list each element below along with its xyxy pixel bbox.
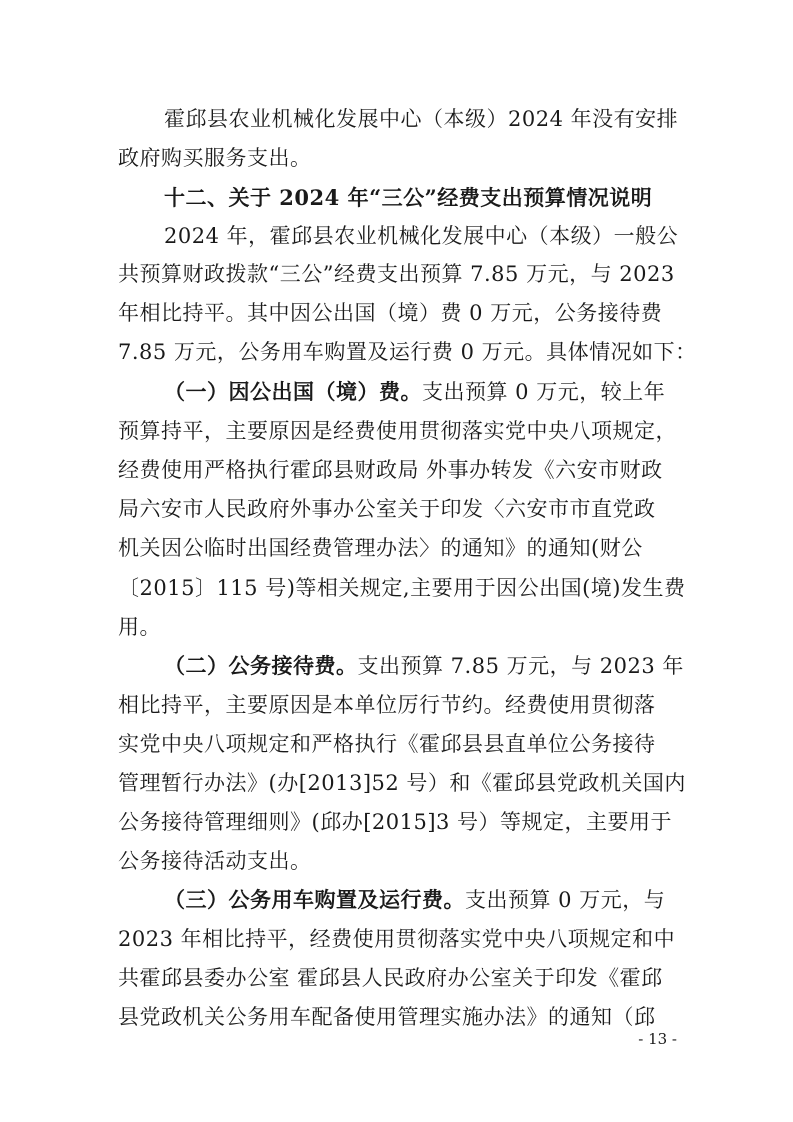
paragraph-line: 实党中央八项规定和严格执行《霍邱县县直单位公务接待	[118, 732, 656, 756]
subsection-line	[164, 652, 684, 680]
paragraph-line: 霍邱县农业机械化发展中心（本级）2024 年没有安排	[164, 107, 679, 131]
subsection-heading: （三）公务用车购置及运行费。	[164, 887, 465, 912]
paragraph-line: 2023 年相比持平，经费使用贯彻落实党中央八项规定和中	[118, 927, 676, 951]
paragraph-line: 公务接待活动支出。	[118, 849, 312, 873]
paragraph-line: 县党政机关公务用车配备使用管理实施办法》的通知（邱	[118, 1005, 656, 1029]
section-heading: 十二、关于 2024 年“三公”经费支出预算情况说明	[164, 185, 653, 210]
paragraph-line: 经费使用严格执行霍邱县财政局 外事办转发《六安市财政	[118, 458, 663, 482]
paragraph-line: 公务接待管理细则》(邱办[2015]3 号）等规定，主要用于	[118, 810, 673, 834]
subsection-text: 支出预算 0 万元，与	[465, 888, 666, 912]
page-number: - 13 -	[638, 1030, 677, 1048]
paragraph-line: 〔2015〕115 号)等相关规定,主要用于因公出国(境)发生费	[118, 576, 686, 600]
subsection-text: 支出预算 7.85 万元，与 2023 年	[357, 654, 684, 678]
paragraph-line: 相比持平，主要原因是本单位厉行节约。经费使用贯彻落	[118, 693, 656, 717]
subsection-heading: （一）因公出国（境）费。	[164, 379, 422, 404]
subsection-heading: （二）公务接待费。	[164, 653, 358, 678]
paragraph-line: 年相比持平。其中因公出国（境）费 0 万元，公务接待费	[118, 301, 663, 325]
subsection-text: 支出预算 0 万元，较上年	[422, 380, 666, 404]
subsection-line	[164, 886, 665, 914]
paragraph-line: 共预算财政拨款“三公”经费支出预算 7.85 万元，与 2023	[118, 262, 675, 286]
paragraph-line: 2024 年，霍邱县农业机械化发展中心（本级）一般公	[164, 224, 679, 248]
paragraph-line: 7.85 万元，公务用车购置及运行费 0 万元。具体情况如下：	[118, 340, 697, 364]
paragraph-line: 政府购买服务支出。	[118, 146, 312, 170]
paragraph-line: 机关因公临时出国经费管理办法〉的通知》的通知(财公	[118, 536, 643, 560]
paragraph-line: 共霍邱县委办公室 霍邱县人民政府办公室关于印发《霍邱	[118, 966, 663, 990]
paragraph-line: 管理暂行办法》(办[2013]52 号）和《霍邱县党政机关国内	[118, 771, 686, 795]
paragraph-line: 用。	[118, 615, 161, 639]
paragraph-line: 预算持平，主要原因是经费使用贯彻落实党中央八项规定，	[118, 419, 677, 443]
paragraph-line: 局六安市人民政府外事办公室关于印发〈六安市市直党政	[118, 497, 656, 521]
subsection-line	[164, 378, 665, 406]
